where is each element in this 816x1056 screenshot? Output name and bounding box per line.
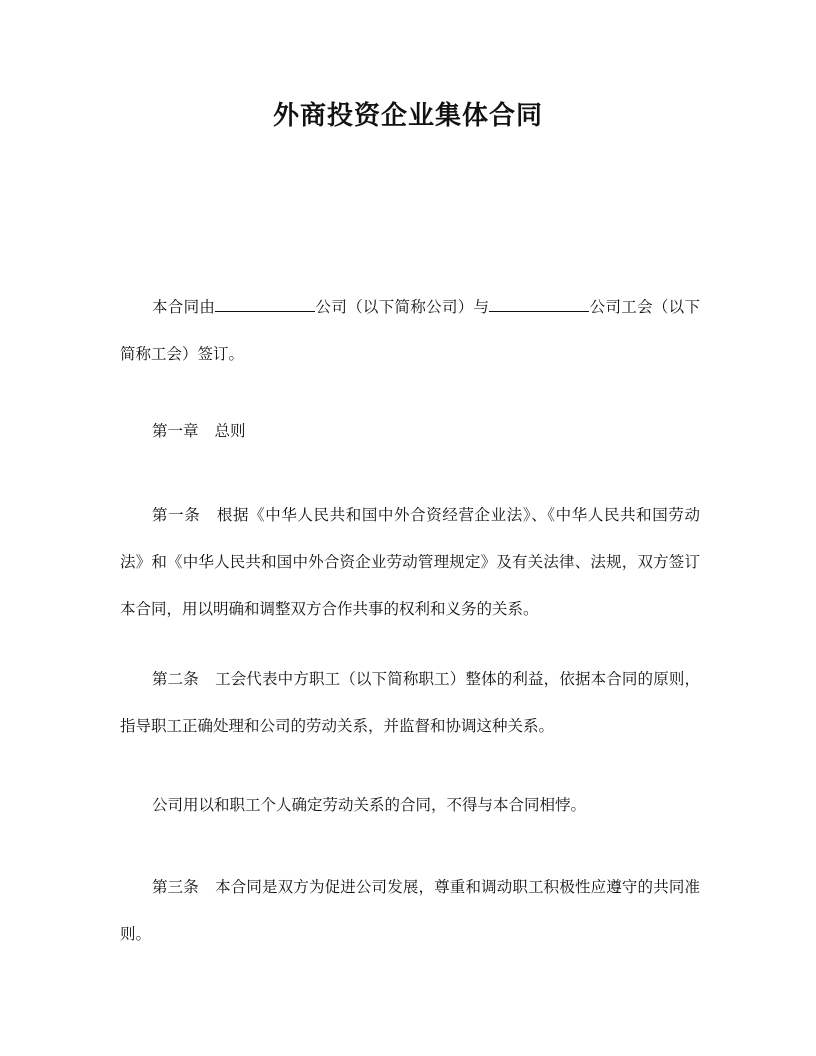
chapter-number: 第一章 — [152, 422, 199, 440]
article-2-number: 第二条 — [152, 670, 199, 688]
article-2 — [120, 656, 700, 750]
article-1 — [120, 492, 700, 633]
company-name-blank[interactable] — [215, 297, 315, 312]
union-name-blank[interactable] — [489, 297, 589, 312]
article-3-number: 第三条 — [152, 878, 199, 896]
article-3 — [120, 864, 700, 958]
article-2-note: 公司用以和职工个人确定劳动关系的合同，不得与本合同相悖。 — [152, 796, 587, 814]
article-1-text: 根据《中华人民共和国中外合资经营企业法》、《中华人民共和国劳动法》和《中华人民共和国中外合资企业劳动管理规定》及有关法律、法规，双方签订本合同，用以明确和调整双方合作共事的权利和义务的关系。 — [120, 506, 700, 618]
preamble-text-2: 公司（以下简称公司）与 — [315, 298, 490, 316]
article-3-text: 本合同是双方为促进公司发展，尊重和调动职工积极性应遵守的共同准则。 — [120, 878, 700, 943]
preamble-text-3: 公司工会（以下简称工会）签订。 — [120, 298, 700, 363]
chapter-title: 总则 — [214, 422, 246, 440]
document-title: 外商投资企业集体合同 — [272, 101, 543, 131]
chapter-heading — [120, 408, 700, 455]
preamble-paragraph — [120, 284, 700, 378]
article-2-text: 工会代表中方职工（以下简称职工）整体的利益，依据本合同的原则，指导职工正确处理和公司的劳动关系，并监督和协调这种关系。 — [120, 670, 700, 735]
article-1-number: 第一条 — [152, 506, 201, 524]
preamble-text-1: 本合同由 — [152, 298, 216, 316]
